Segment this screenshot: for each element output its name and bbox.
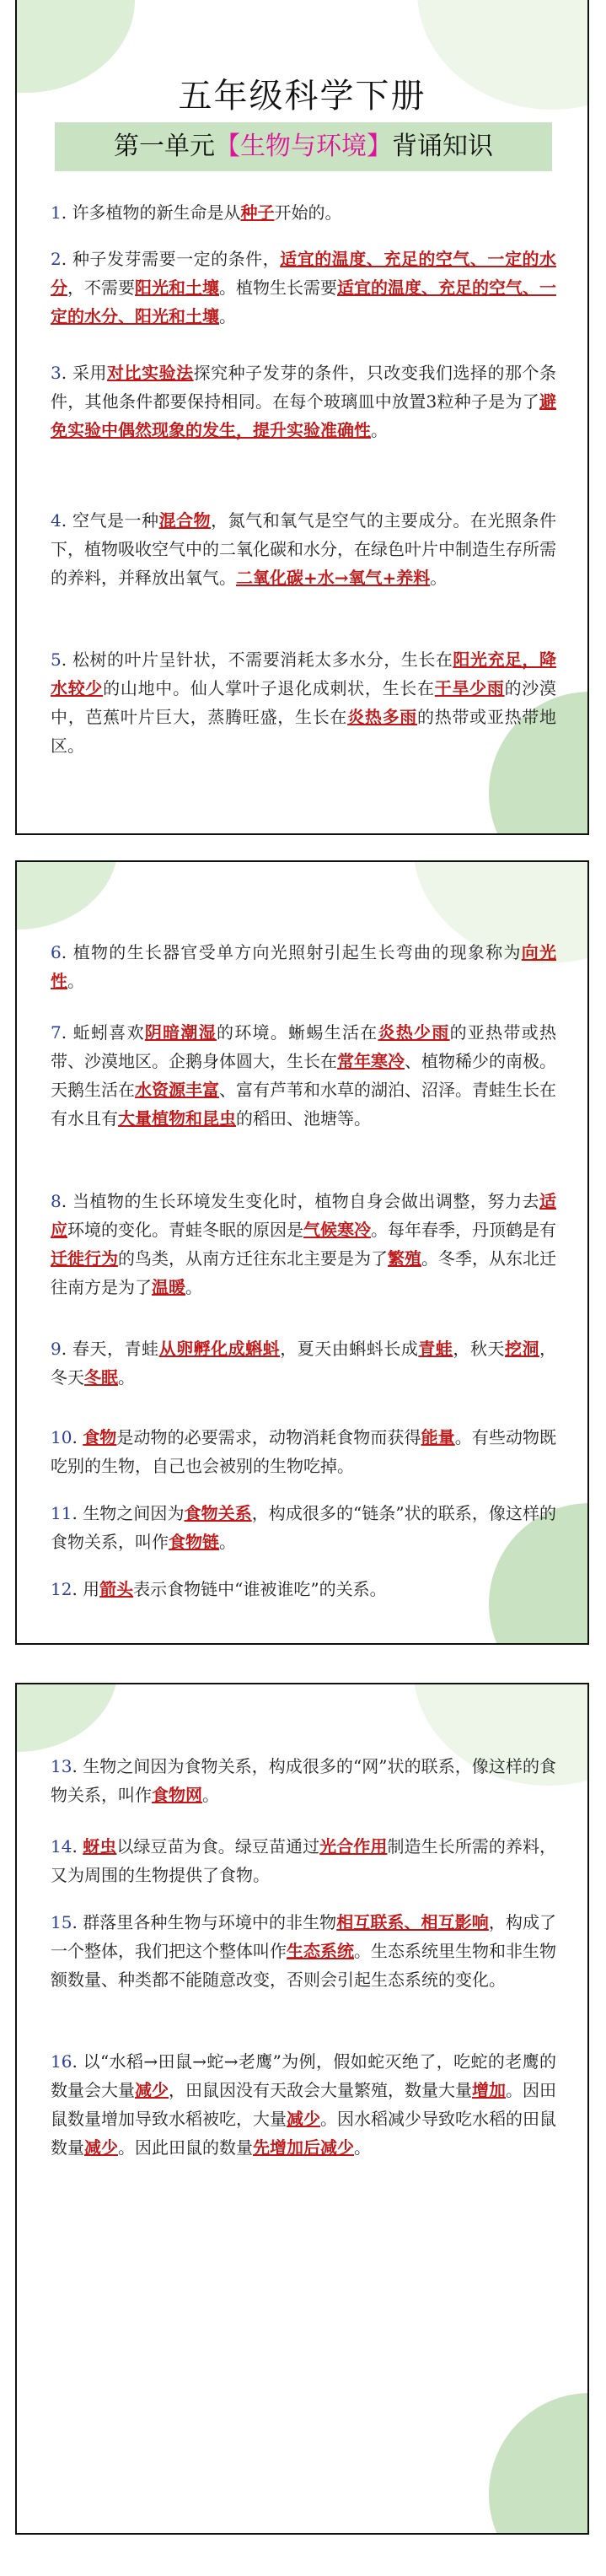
key-term: 相互联系、相互影响 [336,1912,489,1932]
item-number: 9 [51,1339,62,1359]
item-number: 13 [51,1756,72,1776]
key-term: 生态系统 [287,1941,354,1961]
item-text: 表示食物链中“谁被谁吃”的关系。 [133,1579,387,1599]
item-text: 。冬季，从东北迁往南方是为了 [51,1248,556,1297]
decor-blob [489,2393,589,2535]
key-term: 蚜虫 [83,1836,117,1857]
item-text: 。每年春季，丹顶鹤是有 [371,1220,556,1240]
item-text: 。生态系统里生物和非生物额数量、种类都不能随意改变，否则会引起生态系统的变化。 [51,1941,556,1990]
item-text: 空气是一种 [72,510,159,531]
decor-blob [15,860,118,930]
key-term: 炎热少雨 [378,1022,450,1043]
knowledge-item: 3. 采用对比实验法探究种子发芽的条件，只改变我们选择的那个条件，其他条件都要保持相同。在每个玻璃皿中放置3粒种子是为了避免实验中偶然现象的发生，提升实验准确性。 [51,363,557,440]
key-term: 种子 [240,202,275,223]
key-term: 混合物 [158,510,212,531]
knowledge-item: 11. 生物之间因为食物关系，构成很多的“链条”状的联系，像这样的食物关系，叫作食物链。 [51,1503,557,1552]
key-term: 对比实验法 [107,363,194,383]
key-term: 向光性 [51,942,557,991]
item-text: ，构成了一个整体，我们把这个整体叫作 [51,1912,557,1961]
item-text: 、富有芦苇和水草的湖泊、沼泽。青蛙生长在有水且有 [51,1080,556,1129]
item-text: 。因此田鼠的数量 [118,2137,253,2158]
unit-banner [55,122,552,171]
item-number: 6 [51,942,62,962]
item-text: 以“水稻→田鼠→蛇→老鹰”为例，假如蛇灭绝了，吃蛇的老鹰的数量会大量 [51,2051,556,2100]
item-text: 制造生长所需的养料，又为周围的生物提供了食物。 [51,1836,557,1885]
knowledge-item: 4. 空气是一种混合物，氮气和氧气是空气的主要成分。在光照条件下，植物吸收空气中的二氧化碳和水分，在绿色叶片中制造生存所需的养料，并释放出氧气。二氧化碳+水→氧气+养料。 [51,510,557,588]
item-text: 。 [185,1277,202,1297]
item-text: 生物之间因为 [83,1503,185,1523]
item-text: 种子发芽需要一定的条件， [72,249,281,269]
knowledge-item: 1. 许多植物的新生命是从种子开始的。 [51,202,342,223]
item-number: 7 [51,1022,62,1043]
item-text: 。 [118,1367,135,1388]
unit-label: 第一单元 [114,132,215,161]
item-text: 、植物稀少的南极。天鹅生活在 [51,1051,556,1100]
key-term: 食物网 [152,1785,202,1805]
item-text: ，构成很多的“链条”状的联系，像这样的食物关系，叫作 [51,1503,557,1552]
item-text: 的沙漠中，芭蕉叶片巨大，蒸腾旺盛，生长在 [51,678,557,727]
item-number: 12 [51,1579,72,1599]
item-text: 植物的生长器官受单方向光照射引起生长弯曲的现象称为 [72,942,522,962]
page-3 [15,1683,589,2535]
item-number: 10 [51,1427,72,1447]
item-text: 。因田鼠数量增加导致水稻被吃，大量 [51,2080,556,2129]
knowledge-item: 12. 用箭头表示食物链中“谁被谁吃”的关系。 [51,1579,387,1599]
knowledge-item: 14. 蚜虫以绿豆苗为食。绿豆苗通过光合作用制造生长所需的养料，又为周围的生物提供了食物。 [51,1836,557,1885]
item-text: 的山地中。仙人掌叶子退化成刺状，生长在 [103,678,435,698]
unit-topic: 【生物与环境】 [215,132,392,161]
item-text: 当植物的生长环境发生变化时，植物自身会做出调整，努力去 [72,1191,539,1211]
item-number: 2 [51,249,62,269]
item-text: 开始的。 [274,202,342,223]
unit-suffix: 背诵知识 [392,132,493,161]
item-text: 的亚热带或热带、沙漠地区。企鹅身体圆大，生长在 [51,1022,557,1071]
item-number: 14 [51,1836,72,1857]
item-text: 群落里各种生物与环境中的非生物 [83,1912,337,1932]
item-text: 。 [67,971,84,991]
item-text: 的稻田、池塘等。 [236,1108,371,1129]
knowledge-item: 2. 种子发芽需要一定的条件，适宜的温度、充足的空气、一定的水分，不需要阳光和土壤。植物生长需要适宜的温度、充足的空气、一定的水分、阳光和土壤。 [51,249,556,326]
item-text: 。 [202,1785,219,1805]
item-text: 的环境。蜥蜴生活在 [216,1022,378,1043]
item-text: 探究种子发芽的条件，只改变我们选择的那个条件，其他条件都要保持相同。在每个玻璃皿中放置3粒种子是为了 [51,363,557,412]
item-text: 。 [371,420,388,440]
key-term: 减少 [84,2137,118,2158]
item-text: 的热带或亚热带地区。 [51,707,557,756]
key-term: 适宜的温度、充足的空气、一定的水分、阳光和土壤 [51,278,556,326]
item-number: 4 [51,510,62,531]
knowledge-item: 8. 当植物的生长环境发生变化时，植物自身会做出调整，努力去适应环境的变化。青蛙冬眠的原因是气候寒冷。每年春季，丹顶鹤是有迁徙行为的鸟类，从南方迁往东北主要是为了繁殖。冬季，从东北迁往南方是为了温暖。 [51,1191,556,1297]
key-term: 食物关系 [184,1503,252,1523]
key-term: 阳光充足，降水较少 [51,649,557,698]
item-text: 蚯蚓喜欢 [72,1022,145,1043]
key-term: 气候寒冷 [303,1220,371,1240]
key-term: 干旱少雨 [434,678,505,698]
key-term: 先增加后减少 [253,2137,354,2158]
key-term: 阴暗潮湿 [144,1022,217,1043]
key-term: 温暖 [152,1277,185,1297]
key-term: 适应 [51,1191,556,1240]
key-term: 冬眠 [84,1367,118,1388]
item-text: 。 [219,1532,236,1552]
item-number: 15 [51,1912,72,1932]
item-text: ，田鼠因没有天敌会大量繁殖，数量大量 [169,2080,472,2100]
item-text: 。 [430,568,448,588]
item-number: 16 [51,2051,72,2072]
item-text: 。植物生长需要 [219,278,337,298]
item-text: 的鸟类，从南方迁往东北主要是为了 [118,1248,388,1269]
item-number: 5 [51,649,62,670]
key-term: 适宜的温度、充足的空气、一定的水分 [51,249,556,298]
key-term: 增加 [472,2080,506,2100]
key-term: 繁殖 [388,1248,421,1269]
decor-blob [15,1683,118,1752]
item-text: 是动物的必要需求，动物消耗食物而获得 [116,1427,421,1447]
item-text: 。 [219,306,236,326]
key-term: 常年寒冷 [337,1051,405,1071]
knowledge-item: 13. 生物之间因为食物关系，构成很多的“网”状的联系，像这样的食物关系，叫作食物网。 [51,1756,556,1805]
item-text: 。有些动物既吃别的生物，自己也会被别的生物吃掉。 [51,1427,557,1476]
page-1 [15,0,589,835]
key-term: 光合作用 [319,1836,388,1857]
key-term: 从卵孵化成蝌蚪 [158,1339,281,1359]
key-term: 阳光和土壤 [135,278,219,298]
item-text: 。因水稻减少导致吃水稻的田鼠数量 [51,2109,556,2158]
item-text: 许多植物的新生命是从 [72,202,241,223]
key-term: 避免实验中偶然现象的发生，提升实验准确性 [51,391,556,440]
key-term: 箭头 [99,1579,134,1599]
item-text: 环境的变化。青蛙冬眠的原因是 [67,1220,303,1240]
knowledge-item: 15. 群落里各种生物与环境中的非生物相互联系、相互影响，构成了一个整体，我们把这个整体叫作生态系统。生态系统里生物和非生物额数量、种类都不能随意改变，否则会引起生态系统的变化。 [51,1912,557,1990]
key-term: 挖洞 [504,1339,540,1359]
item-text: ，不需要 [67,278,135,298]
item-text: 以绿豆苗为食。绿豆苗通过 [116,1836,320,1857]
key-term: 青蛙 [418,1339,453,1359]
page-2 [15,860,589,1645]
key-term: 减少 [287,2109,320,2129]
knowledge-item: 9. 春天，青蛙从卵孵化成蝌蚪，夏天由蝌蚪长成青蛙，秋天挖洞，冬天冬眠。 [51,1339,557,1388]
key-term: 食物链 [169,1532,219,1552]
item-number: 1 [51,202,62,223]
key-term: 炎热多雨 [347,707,418,727]
key-term: 能量 [421,1427,455,1447]
item-text: 春天，青蛙 [72,1339,159,1359]
item-text: ，冬天 [51,1339,557,1388]
item-text: ，氮气和氧气是空气的主要成分。在光照条件下，植物吸收空气中的二氧化碳和水分，在绿色叶片中制造生存所需的养料，并释放出氧气。 [51,510,557,588]
item-text: ，秋天 [453,1339,505,1359]
item-number: 11 [51,1503,72,1523]
item-text: 。 [354,2137,371,2158]
item-text: 采用 [72,363,108,383]
knowledge-item: 6. 植物的生长器官受单方向光照射引起生长弯曲的现象称为向光性。 [51,942,557,991]
item-text: 松树的叶片呈针状，不需要消耗太多水分，生长在 [72,649,453,670]
item-text: 用 [83,1579,100,1599]
page-title: 五年级科学下册 [178,77,426,116]
key-term: 食物 [83,1427,117,1447]
key-term: 二氧化碳+水→氧气+养料 [236,568,431,588]
knowledge-item: 10. 食物是动物的必要需求，动物消耗食物而获得能量。有些动物既吃别的生物，自己也会被别的生物吃掉。 [51,1427,557,1476]
key-term: 水资源丰富 [135,1080,219,1100]
key-term: 大量植物和昆虫 [118,1108,236,1129]
item-number: 3 [51,363,62,383]
item-text: 生物之间因为食物关系，构成很多的“网”状的联系，像这样的食物关系，叫作 [51,1756,556,1805]
key-term: 减少 [135,2080,169,2100]
knowledge-item: 5. 松树的叶片呈针状，不需要消耗太多水分，生长在阳光充足，降水较少的山地中。仙人掌叶子退化成刺状，生长在干旱少雨的沙漠中，芭蕉叶片巨大，蒸腾旺盛，生长在炎热多雨的热带或亚热带地区。 [51,649,557,756]
knowledge-item: 16. 以“水稻→田鼠→蛇→老鹰”为例，假如蛇灭绝了，吃蛇的老鹰的数量会大量减少，田鼠因没有天敌会大量繁殖，数量大量增加。因田鼠数量增加导致水稻被吃，大量减少。因水稻减少导致吃水稻的田鼠数量减少。因此田鼠的数量先增加后减少。 [51,2051,556,2158]
item-number: 8 [51,1191,62,1211]
item-text: ，夏天由蝌蚪长成 [280,1339,419,1359]
key-term: 迁徙行为 [51,1248,118,1269]
knowledge-item: 7. 蚯蚓喜欢阴暗潮湿的环境。蜥蜴生活在炎热少雨的亚热带或热带、沙漠地区。企鹅身体圆大，生长在常年寒冷、植物稀少的南极。天鹅生活在水资源丰富、富有芦苇和水草的湖泊、沼泽。青蛙生长在有水且有大量植物和昆虫的稻田、池塘等。 [51,1022,557,1129]
